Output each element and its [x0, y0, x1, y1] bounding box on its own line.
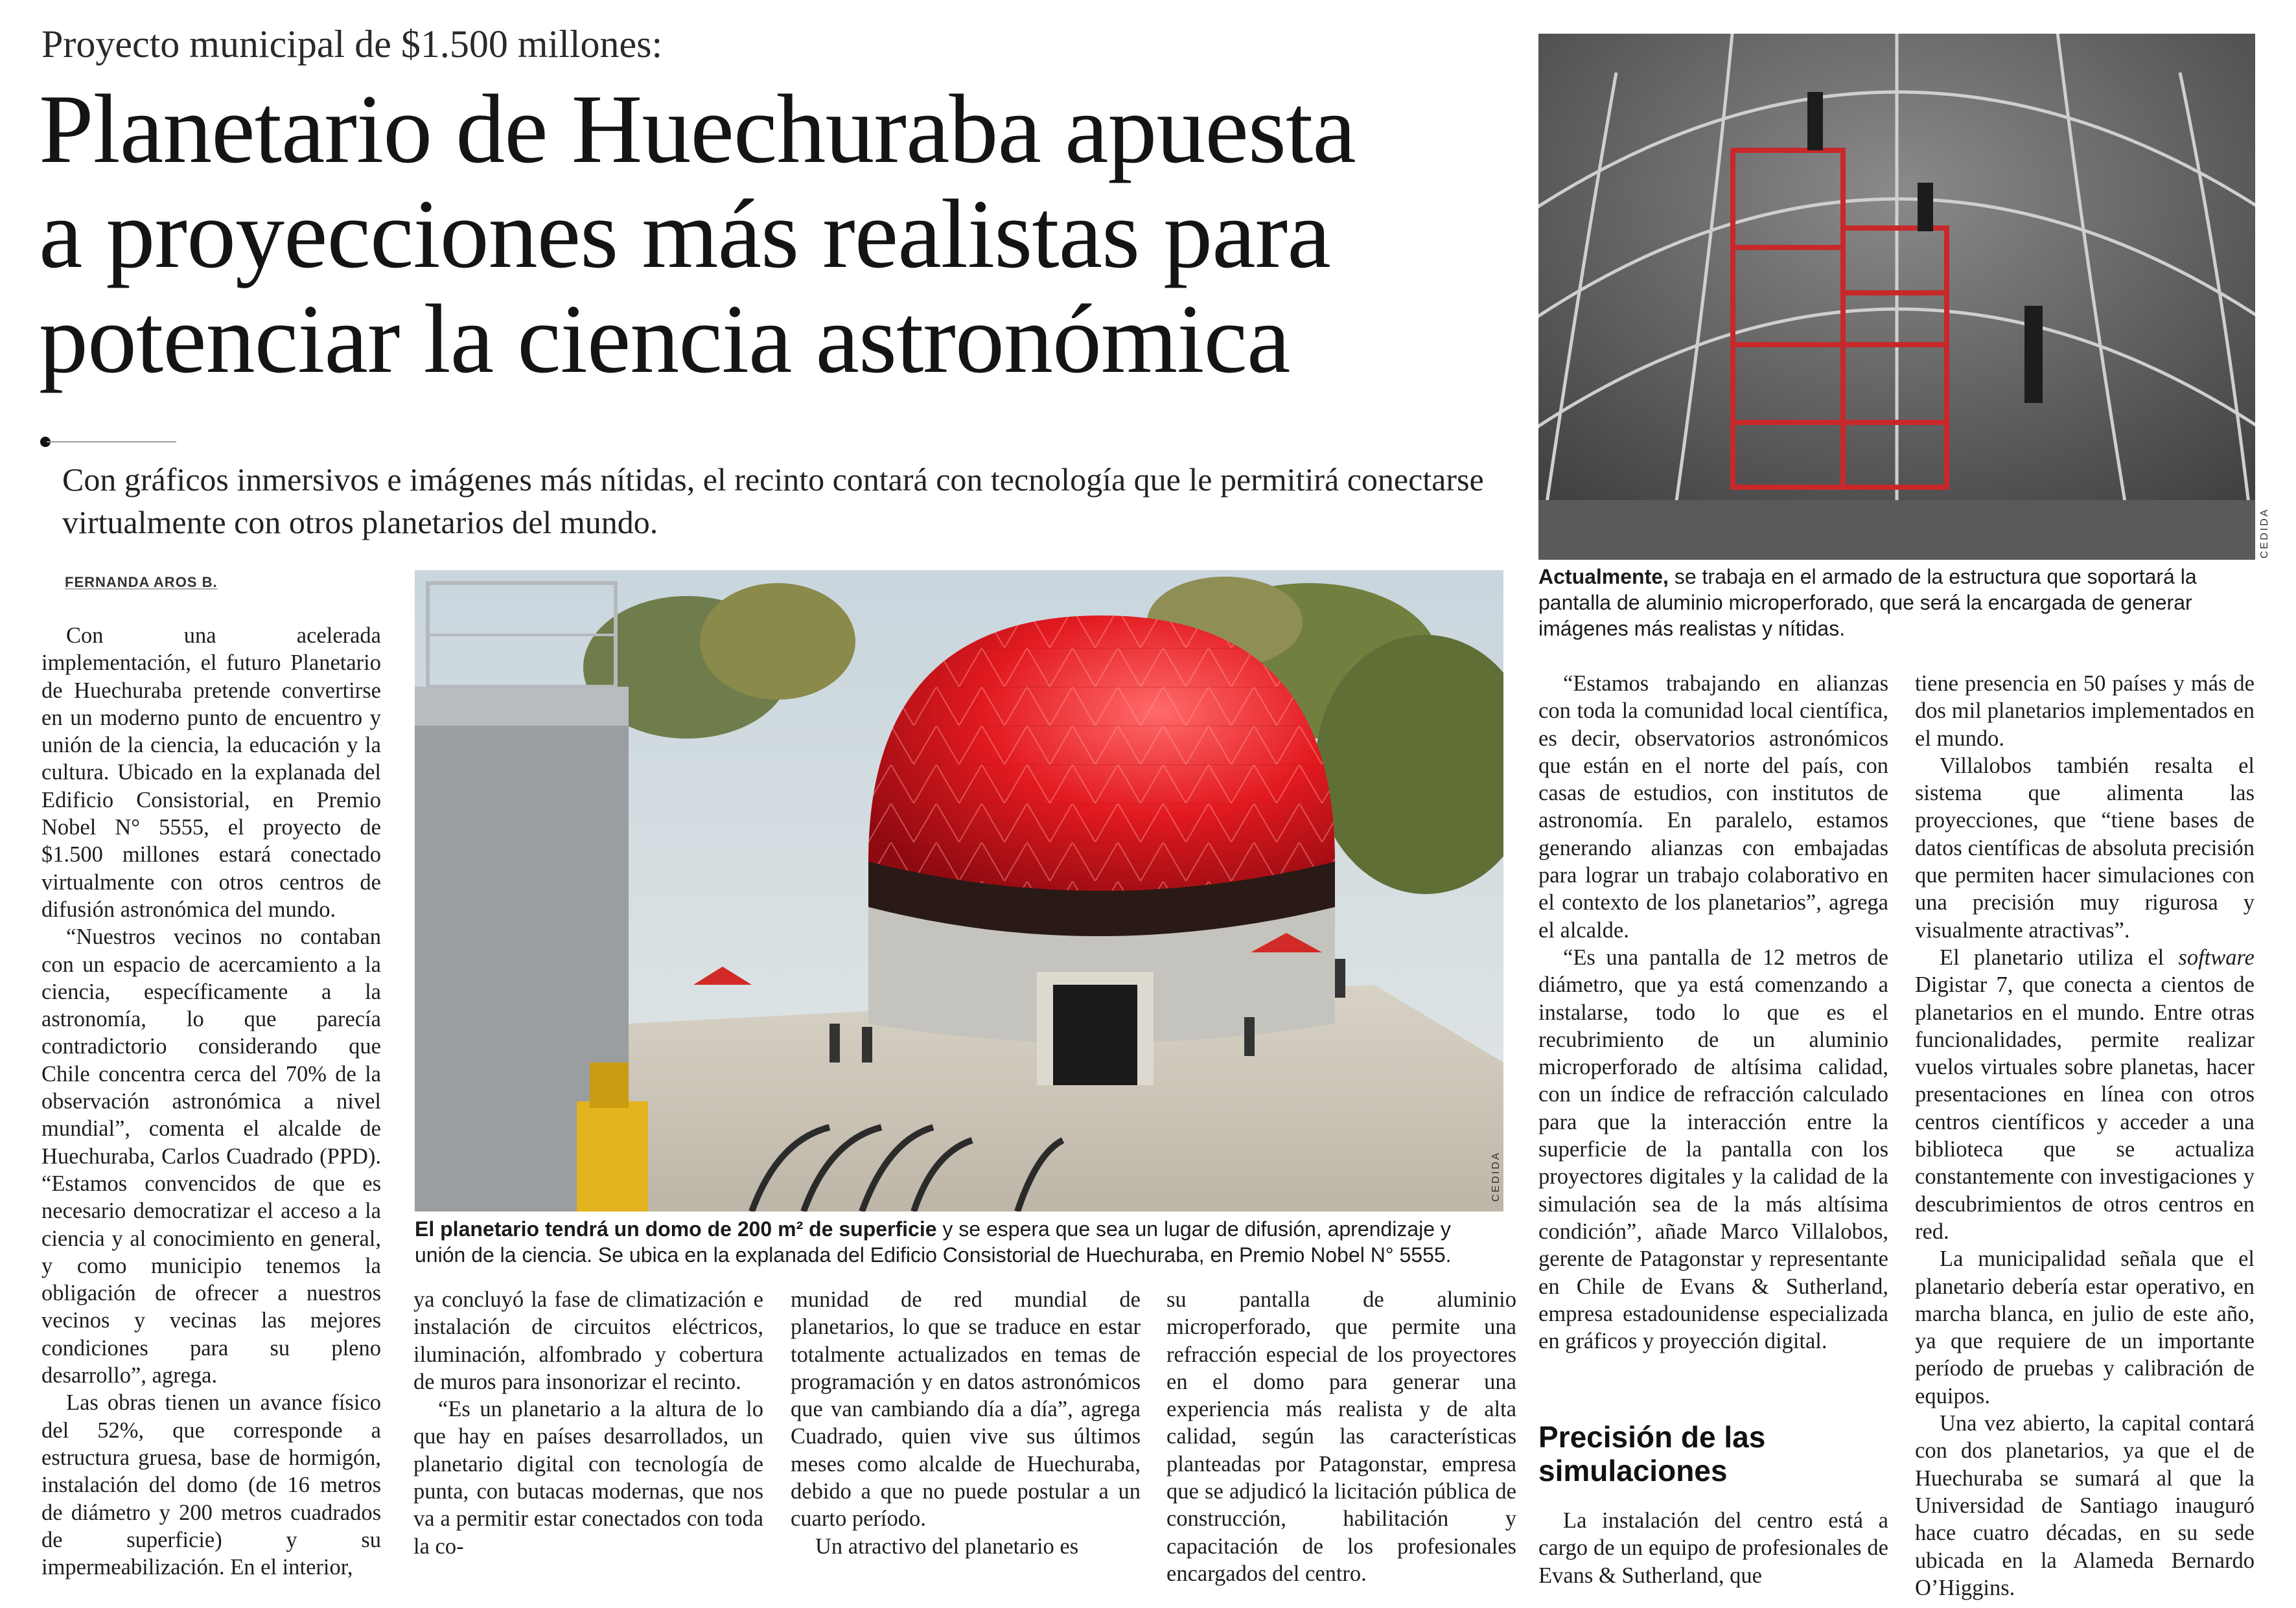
divider-rule [47, 441, 176, 442]
caption-lead: El planetario tendrá un domo de 200 m² de superficie [415, 1217, 937, 1241]
headline-line: Planetario de Huechuraba apuesta [39, 75, 1356, 183]
text-run: El planetario utiliza el [1940, 945, 2179, 970]
article-column-5-continued [1538, 1507, 1888, 1589]
text-run: Digistar 7, que conecta a cientos de planetarios en el mundo. Entre otras funcionalidades, permite realizar vuelos virtuales sobre planetas, hacer presentaciones en línea con otros centros científicos y acceder a una biblioteca que se actualiza constantemente con investigaciones y descubrimientos de otros centros en red. [1915, 972, 2255, 1244]
paragraph: La municipalidad señala que el planetario debería estar operativo, en marcha blanca, en julio de este año, ya que requiere de un importante período de pruebas y calibración de equipos. [1915, 1246, 2255, 1408]
paragraph: munidad de red mundial de planetarios, lo que se traduce en estar totalmente actualizados en temas de programación y en datos astronómicos que van cambiando día a día”, agrega Cuadrado, quien vive sus últimos meses como alcalde de Huechuraba, debido a que no puede postular a un cuarto período. [791, 1287, 1141, 1532]
photo-caption-main [415, 1216, 1503, 1268]
dome-illustration [415, 570, 1503, 1212]
paragraph [1915, 944, 2255, 1245]
paragraph: su pantalla de aluminio microperforado, que permite una refracción especial de los proyectores en el domo para generar una experiencia más realista y de alta calidad, según las características planteadas por Patagonstar, empresa que se adjudicó la licitación pública de construcción, habilitación y capacitación de los profesionales encargados del centro. [1166, 1287, 1516, 1586]
paragraph: Con una acelerada implementación, el futuro Planetario de Huechuraba pretende convertirse en un moderno punto de encuentro y unión de la ciencia, la educación y la cultura. Ubicado en la explanada del Edificio Consistorial, en Premio Nobel N° 5555, el proyecto de $1.500 millones estará conectado virtualmente con otros centros de difusión astronómica del mundo. [41, 623, 381, 922]
paragraph: Un atractivo del planetario es [815, 1533, 1079, 1559]
article-column-4 [1166, 1286, 1516, 1587]
photo-dome-interior [1538, 34, 2255, 560]
paragraph: “Estamos trabajando en alianzas con toda la comunidad local científica, es decir, observatorios astronómicos que están en el norte del país, con casas de estudios, con institutos de astronomía. En paralelo, estamos generando alianzas con embajadas para lograr un trabajo colaborativo en el contexto de los planetarios”, agrega el alcalde. [1538, 671, 1888, 943]
article-column-2 [413, 1286, 763, 1560]
article-column-6 [1915, 670, 2255, 1602]
paragraph: Villalobos también resalta el sistema que alimenta las proyecciones, que “tiene bases de datos científicas de absoluta precisión que permiten hacer simulaciones con una precisión muy rigurosa y visualmente atractivas”. [1915, 753, 2255, 943]
paragraph: La instalación del centro está a cargo de un equipo de profesionales de Evans & Sutherland, que [1538, 1508, 1888, 1588]
deck: Con gráficos inmersivos e imágenes más nítidas, el recinto contará con tecnología que le permitirá conectarse virtualmente con otros planetarios del mundo. [62, 461, 1484, 540]
photo-caption-top [1538, 564, 2255, 641]
paragraph: tiene presencia en 50 países y más de dos mil planetarios implementados en el mundo. [1915, 671, 2255, 751]
kicker: Proyecto municipal de $1.500 millones: [41, 23, 663, 65]
photo-planetarium-dome [415, 570, 1503, 1212]
paragraph: “Es un planetario a la altura de lo que hay en países desarrollados, un planetario digital con tecnología de punta, con butacas modernas, que nos va a permitir estar conectados con toda la co- [413, 1397, 763, 1559]
section-subhead: Precisión de las simulaciones [1538, 1420, 1766, 1487]
paragraph: “Es una pantalla de 12 metros de diámetro, que ya está comenzando a instalarse, todo lo que es el recubrimiento de un aluminio microperforado de altísima calidad, con un índice de refracción calculado para que la interacción entre la superficie de la pantalla con los proyectores digitales y la calidad de la simulación sea de la más altísima condición”, añade Marco Villalobos, gerente de Patagonstar y representante en Chile de Evans & Sutherland, empresa estadounidense especializada en gráficos y proyección digital. [1538, 945, 1888, 1354]
scaffold-illustration [1538, 34, 2255, 560]
article-column-3 [791, 1286, 1141, 1560]
headline [39, 76, 1549, 391]
byline: FERNANDA AROS B. [65, 574, 218, 590]
paragraph: Las obras tienen un avance físico del 52%, que corresponde a estructura gruesa, base de hormigón, instalación del domo (de 16 metros de diámetro y 200 metros cuadrados de superficie) y su impermeabilización. En el interior, [41, 1390, 381, 1580]
photo-credit: CEDIDA [1490, 1151, 1502, 1202]
italic-term: software [2178, 945, 2255, 970]
caption-text: y se espera que sea un lugar de difusión, aprendizaje y unión de la ciencia. Se ubica en la explanada del Edificio Consistorial de Huechuraba, en Premio Nobel N° 5555. [415, 1217, 1452, 1267]
headline-line: potenciar la ciencia astronómica [39, 284, 1290, 393]
article-column-1 [41, 622, 381, 1581]
paragraph: ya concluyó la fase de climatización e instalación de circuitos eléctricos, iluminación, alfombrado y cobertura de muros para insonorizar el recinto. [413, 1287, 763, 1394]
paragraph: Una vez abierto, la capital contará con dos planetarios, ya que el de Huechuraba se sumará al que la Universidad de Santiago inauguró hace cuatro décadas, en su sede ubicada en la Alameda Bernardo O’Higgins. [1915, 1411, 2255, 1600]
headline-line: a proyecciones más realistas para [39, 179, 1330, 288]
photo-credit: CEDIDA [2259, 507, 2270, 558]
paragraph: “Nuestros vecinos no contaban con un espacio de acercamiento a la ciencia, específicamente a la astronomía, lo que parecía contradictorio considerando que Chile concentra cerca del 70% de la observación astronómica a nivel mundial”, comenta el alcalde de Huechuraba, Carlos Cuadrado (PPD). “Estamos convencidos de que es necesario democratizar el acceso a la ciencia y al conocimiento en general, y como municipio tenemos la obligación de ofrecer a nuestros vecinos y vecinas las mejores condiciones para su pleno desarrollo”, agrega. [41, 925, 381, 1388]
article-column-5 [1538, 670, 1888, 1355]
caption-text: se trabaja en el armado de la estructura que soportará la pantalla de aluminio microperforado, que será la encargada de generar imágenes más realistas y nítidas. [1538, 565, 2197, 640]
caption-lead: Actualmente, [1538, 565, 1669, 588]
